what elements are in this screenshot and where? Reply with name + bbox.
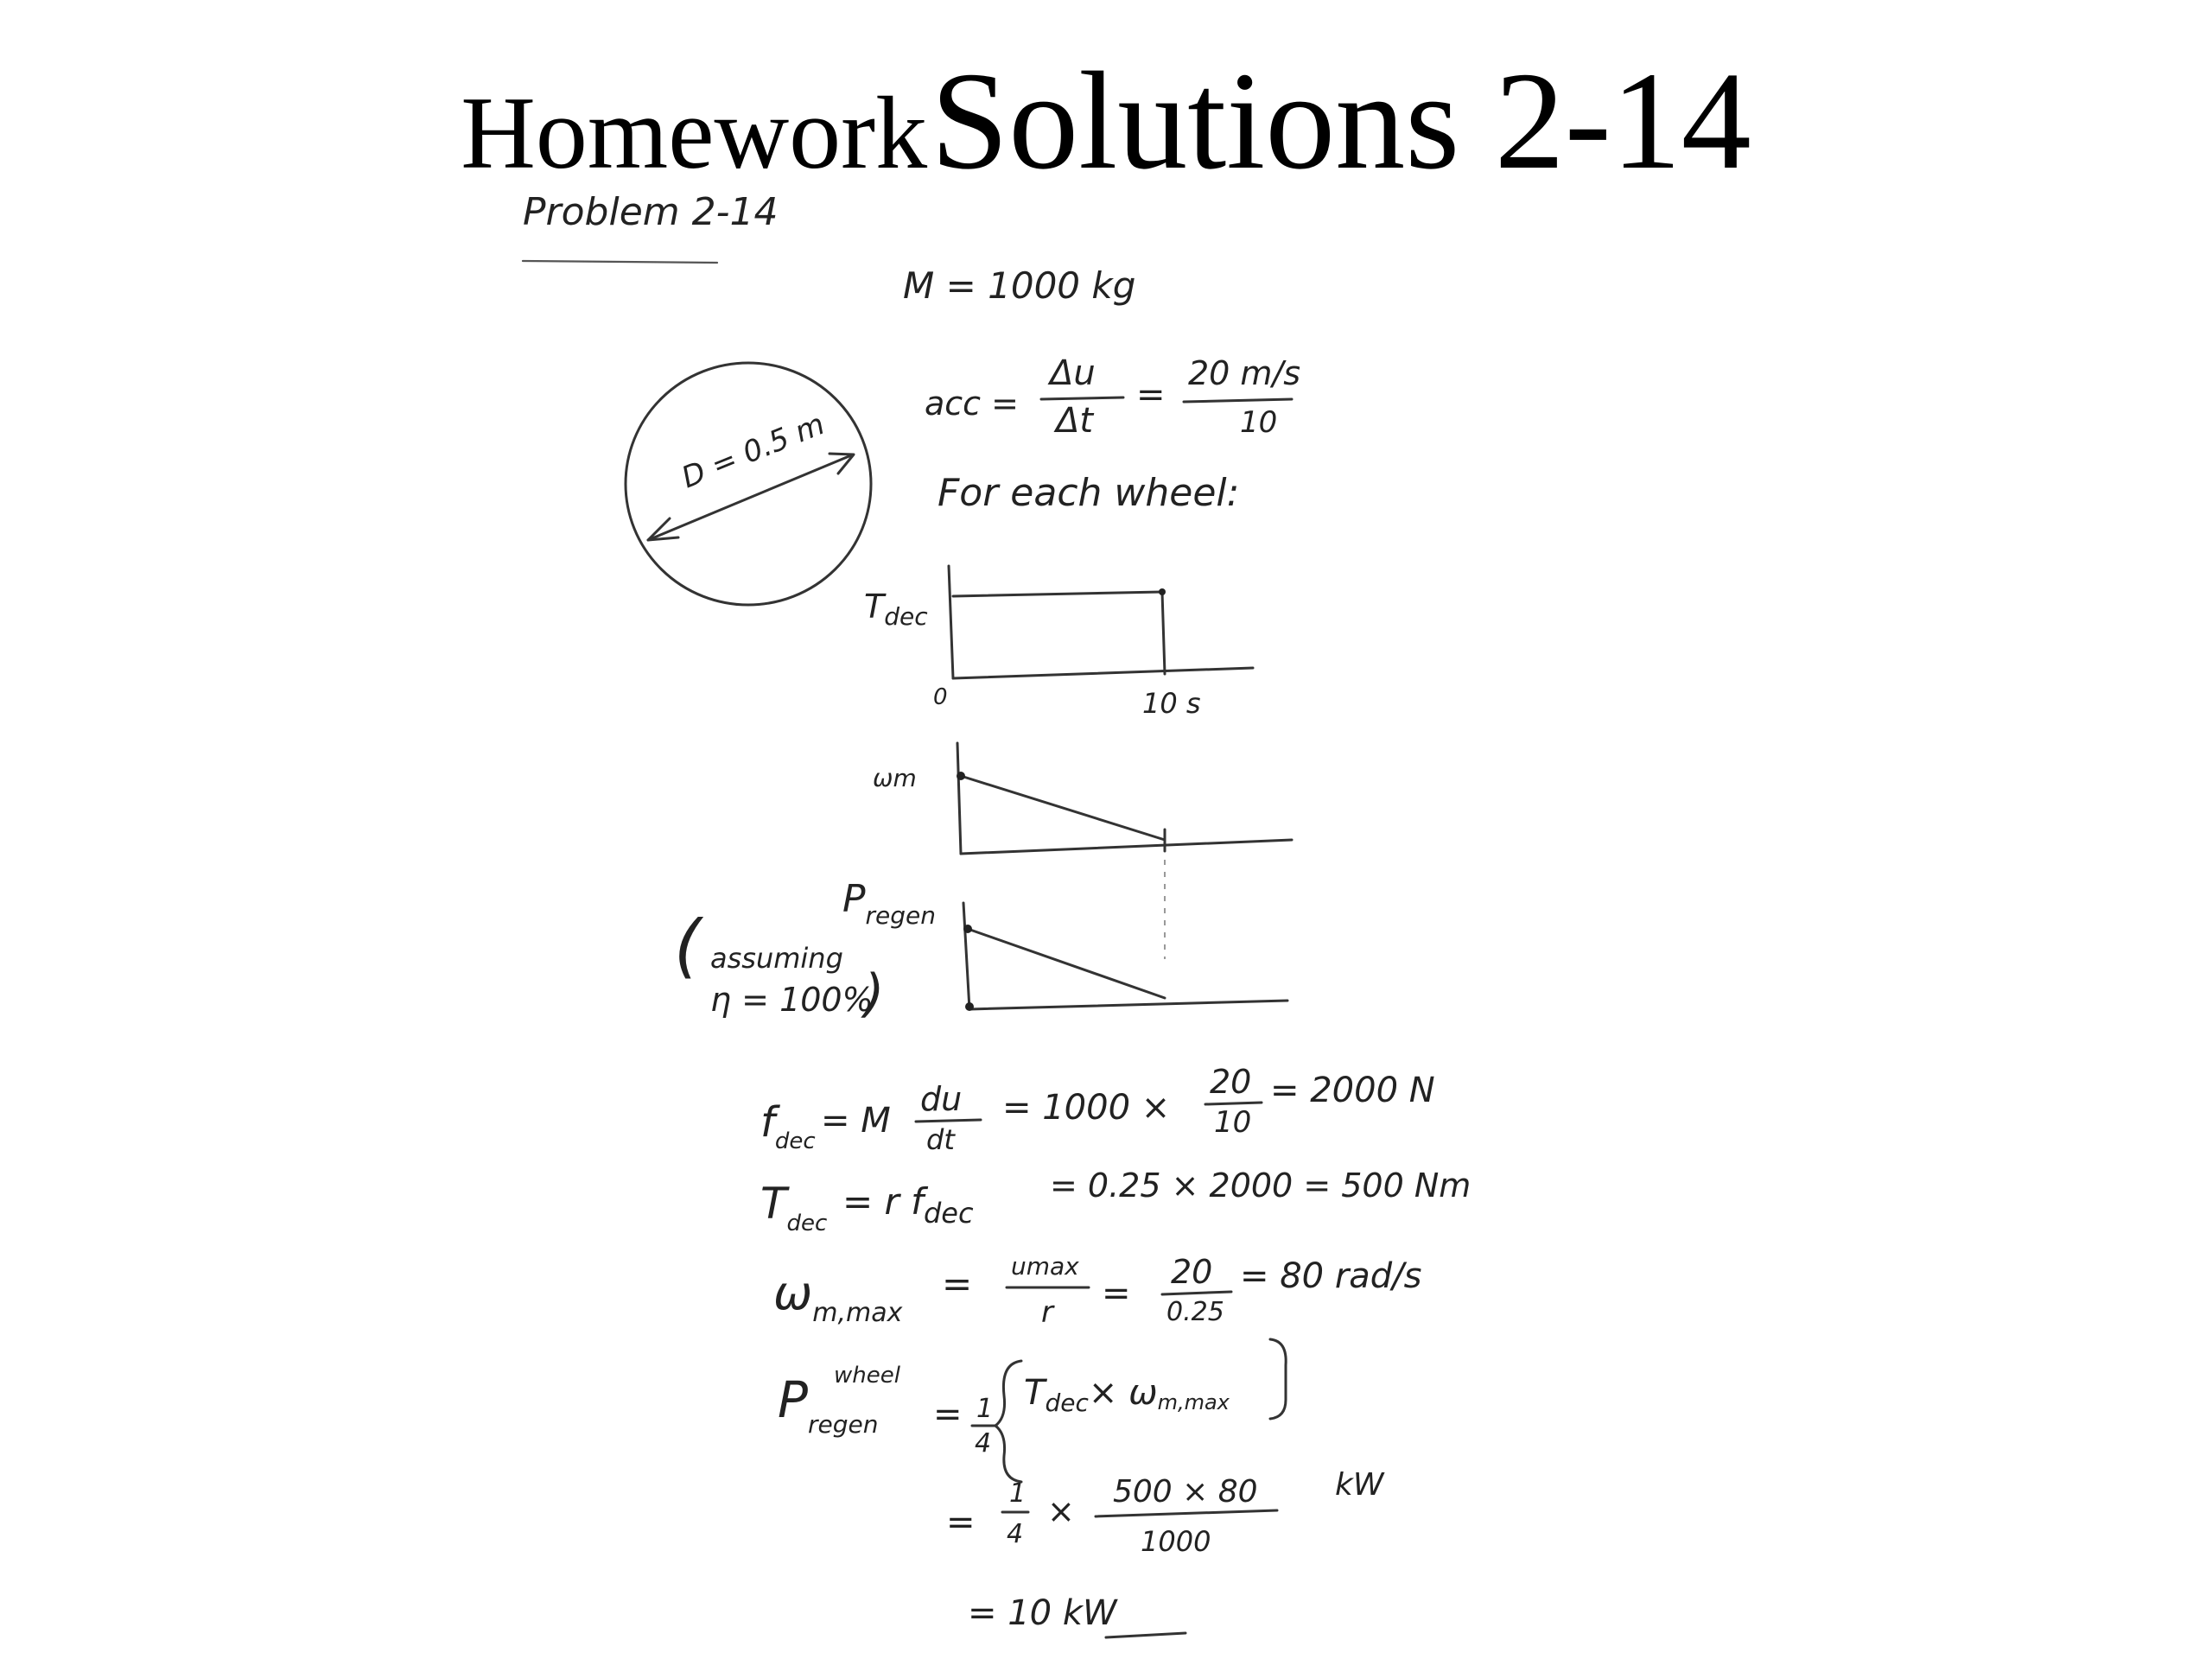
graph-t-end: 10 s [1142,687,1201,720]
eq-p2-den: 1000 [1141,1525,1211,1558]
eq-f-frac2-line [1205,1103,1262,1104]
eq-p2-times: × [1047,1492,1075,1530]
graph-t-origin: 0 [933,684,948,710]
graph-w-decline [961,776,1165,840]
eq-p-lhs: $P_{regen}$ [778,1370,879,1439]
eq-f-frac-den: dt [926,1123,955,1156]
graph-p-point [963,925,972,933]
eq-w-frac2-num: 20 [1171,1253,1213,1291]
graph-t-x-axis [953,668,1253,678]
given-mass: M = 1000 kg [903,264,1136,307]
eq-f-frac2-den: 10 [1214,1105,1252,1140]
acc-fraction-line-2 [1184,399,1292,402]
assume-paren-right: ) [864,963,885,1024]
eq-w-result: = 80 rad/s [1240,1256,1422,1296]
eq-t-rhs: = r $f_{dec}$ [842,1180,974,1230]
eq-p2-quarter-num: 1 [1009,1478,1027,1509]
eq-p-brace-left [995,1361,1021,1482]
eq-f-eq1: = M [821,1101,891,1141]
eq-w-frac-den: r [1041,1295,1053,1330]
assume-line-1: assuming [710,942,843,975]
eq-f-eq2: = 1000 × [1002,1088,1171,1128]
eq-p2-num: 500 × 80 [1113,1474,1258,1510]
eq-f-result: = 2000 N [1270,1071,1435,1110]
eq-p3-result: = 10 kW [968,1593,1117,1633]
graph-t-label: $T_{dec}$ [864,588,928,631]
acc-numerator: Δu [1050,353,1096,393]
wheel-circle [626,363,871,605]
graph-w-x-axis [961,840,1292,854]
acc-label: acc = [925,385,1019,423]
graph-t-point [1159,588,1166,595]
eq-p-brace-right [1270,1339,1286,1419]
acc-equals: = [1136,375,1166,415]
eq-w-eq2: = [1102,1274,1131,1313]
acc-fraction-line [1041,397,1123,399]
title-part1: Homework [461,75,928,190]
eq-w-eq: = [942,1262,973,1305]
graph-t-drop [1162,592,1165,674]
eq-w-lhs: $\omega_{m,max}$ [773,1266,903,1328]
acc-denominator-2: 10 [1240,405,1278,440]
eq-p2-unit: kW [1335,1467,1384,1503]
eq-p2-quarter-den: 4 [1007,1519,1024,1549]
eq-p2-eq: = [946,1503,976,1542]
graph-p-decline [968,929,1165,998]
eq-w-frac2-line [1162,1292,1231,1294]
eq-f-frac-line [916,1120,981,1122]
title-part2: Solutions 2-14 [931,44,1751,199]
graph-p-origin-point [965,1002,974,1011]
acc-denominator: Δt [1056,401,1094,441]
graph-p-label: $P_{regen}$ [842,877,937,930]
eq-p-quarter-num: 1 [976,1394,994,1424]
graph-w-label: ωm [873,764,917,792]
graph-w-point [957,772,965,780]
eq-f-frac2-num: 20 [1210,1063,1252,1101]
eq-w-frac2-den: 0.25 [1166,1297,1224,1327]
eq-p2-frac-line [1096,1510,1277,1516]
graph-t-y-axis [949,566,953,678]
diameter-label: D = 0.5 m [677,406,830,496]
graph-t-level [953,592,1162,596]
eq-p-bracket: $T_{dec}\times \omega m,\max$ [1024,1373,1230,1417]
eq-p-quarter-den: 4 [975,1428,992,1459]
eq-p-sup: wheel [834,1363,900,1389]
eq-w-frac-num: umax [1011,1252,1079,1281]
acc-numerator-2: 20 m/s [1188,354,1301,392]
graph-p-x-axis [969,1001,1287,1009]
eq-p3-underline [1106,1633,1185,1637]
heading-underline [523,261,717,263]
assume-line-2: η = 100% [710,981,874,1019]
assume-paren-left: ( [674,906,702,986]
problem-heading: Problem 2-14 [523,190,779,234]
for-each-wheel: For each wheel: [938,471,1240,515]
eq-p-eq: = [933,1395,963,1434]
eq-t-result: = 0.25 × 2000 = 500 Nm [1050,1166,1471,1205]
eq-t-lhs: $T_{dec}$ [760,1179,828,1236]
graph-p-y-axis [963,903,969,1009]
graph-w-y-axis [957,743,961,854]
eq-f-frac-num: du [920,1080,963,1118]
eq-f-lhs: $f_{dec}$ [760,1098,816,1154]
